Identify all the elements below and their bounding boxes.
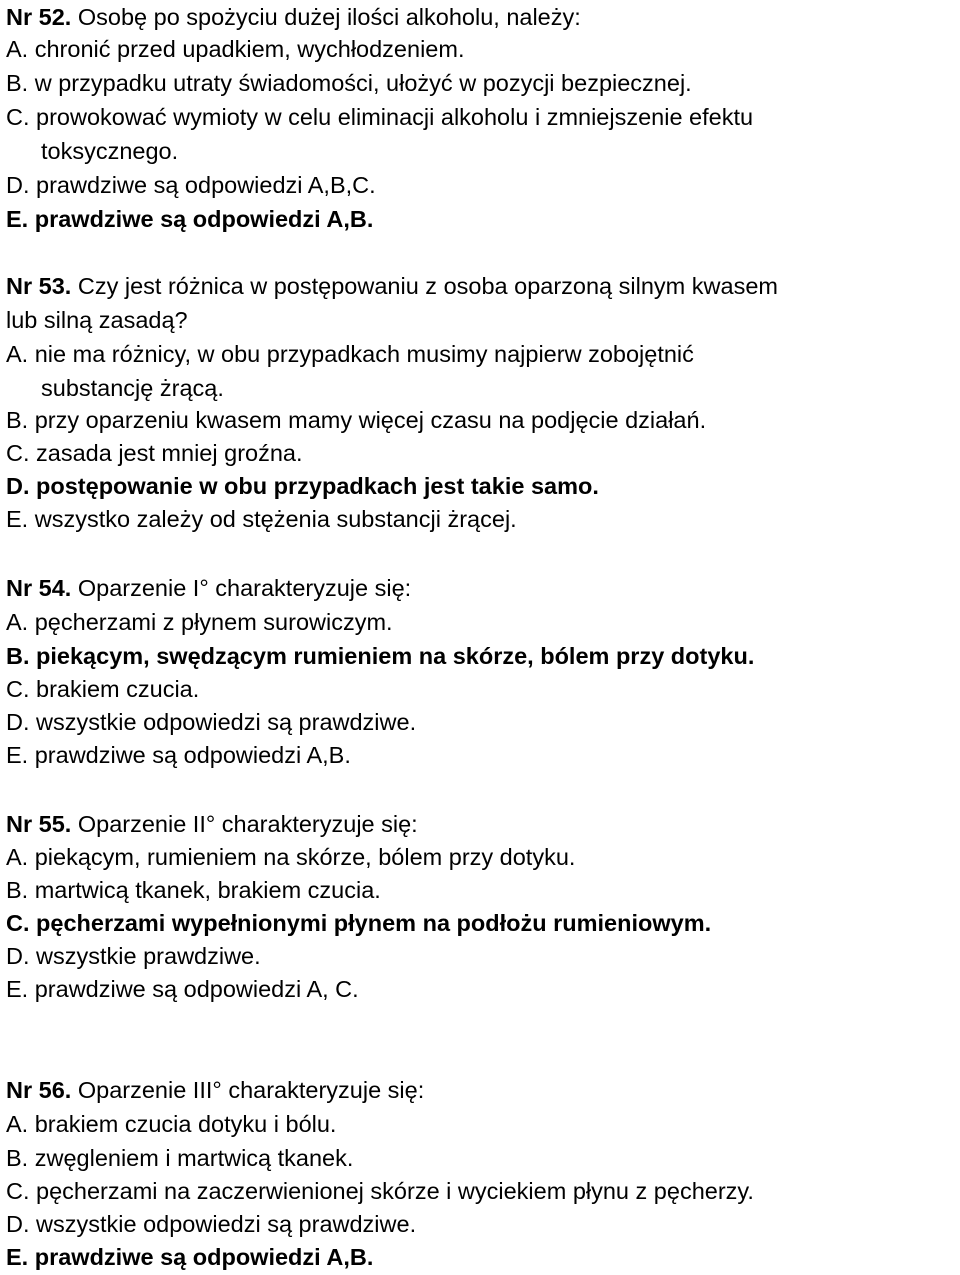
question-55-header: [6, 809, 418, 839]
question-text: Oparzenie II° charakteryzuje się:: [77, 811, 418, 837]
question-text: Oparzenie III° charakteryzuje się:: [77, 1077, 425, 1103]
question-number: Nr 56.: [6, 1077, 72, 1103]
question-number: Nr 55.: [6, 811, 72, 837]
option-c: C. brakiem czucia.: [6, 676, 200, 702]
option-d-correct: D. postępowanie w obu przypadkach jest takie samo.: [6, 473, 599, 499]
option-e-correct: E. prawdziwe są odpowiedzi A,B.: [6, 206, 374, 232]
option-a: A. chronić przed upadkiem, wychłodzeniem.: [6, 36, 465, 62]
option-a: A. pęcherzami z płynem surowiczym.: [6, 609, 393, 635]
option-b: B. w przypadku utraty świadomości, ułożyć w pozycji bezpiecznej.: [6, 70, 692, 96]
question-text: Osobę po spożyciu dużej ilości alkoholu, należy:: [77, 4, 581, 30]
option-d: D. wszystkie odpowiedzi są prawdziwe.: [6, 709, 417, 735]
option-c: C. zasada jest mniej groźna.: [6, 440, 303, 466]
option-e: E. prawdziwe są odpowiedzi A, C.: [6, 976, 359, 1002]
option-e-correct: E. prawdziwe są odpowiedzi A,B.: [6, 1244, 374, 1270]
question-56-header: [6, 1075, 424, 1105]
question-number: Nr 54.: [6, 575, 72, 601]
option-a: A. piekącym, rumieniem na skórze, bólem przy dotyku.: [6, 844, 576, 870]
option-d: D. wszystkie prawdziwe.: [6, 943, 261, 969]
question-53-header: [6, 271, 778, 301]
option-e: E. wszystko zależy od stężenia substancji żrącej.: [6, 506, 517, 532]
question-text: Oparzenie I° charakteryzuje się:: [77, 575, 412, 601]
option-d: D. wszystkie odpowiedzi są prawdziwe.: [6, 1211, 417, 1237]
question-text-continuation: lub silną zasadą?: [6, 307, 188, 333]
option-b-correct: B. piekącym, swędzącym rumieniem na skórze, bólem przy dotyku.: [6, 643, 755, 669]
option-c: C. pęcherzami na zaczerwienionej skórze i wyciekiem płynu z pęcherzy.: [6, 1178, 754, 1204]
question-text: Czy jest różnica w postępowaniu z osoba oparzoną silnym kwasem: [77, 273, 778, 299]
question-52-header: [6, 2, 581, 32]
option-b: B. martwicą tkanek, brakiem czucia.: [6, 877, 381, 903]
option-e: E. prawdziwe są odpowiedzi A,B.: [6, 742, 351, 768]
option-c-continuation: toksycznego.: [41, 138, 179, 164]
question-number: Nr 52.: [6, 4, 72, 30]
option-c-correct: C. pęcherzami wypełnionymi płynem na podłożu rumieniowym.: [6, 910, 712, 936]
option-b: B. zwęgleniem i martwicą tkanek.: [6, 1145, 354, 1171]
question-number: Nr 53.: [6, 273, 72, 299]
option-c: C. prowokować wymioty w celu eliminacji alkoholu i zmniejszenie efektu: [6, 104, 754, 130]
option-a: A. nie ma różnicy, w obu przypadkach musimy najpierw zobojętnić: [6, 341, 694, 367]
option-a-continuation: substancję żrącą.: [41, 375, 224, 401]
option-a: A. brakiem czucia dotyku i bólu.: [6, 1111, 337, 1137]
option-d: D. prawdziwe są odpowiedzi A,B,C.: [6, 172, 376, 198]
option-b: B. przy oparzeniu kwasem mamy więcej czasu na podjęcie działań.: [6, 407, 707, 433]
question-54-header: [6, 573, 411, 603]
